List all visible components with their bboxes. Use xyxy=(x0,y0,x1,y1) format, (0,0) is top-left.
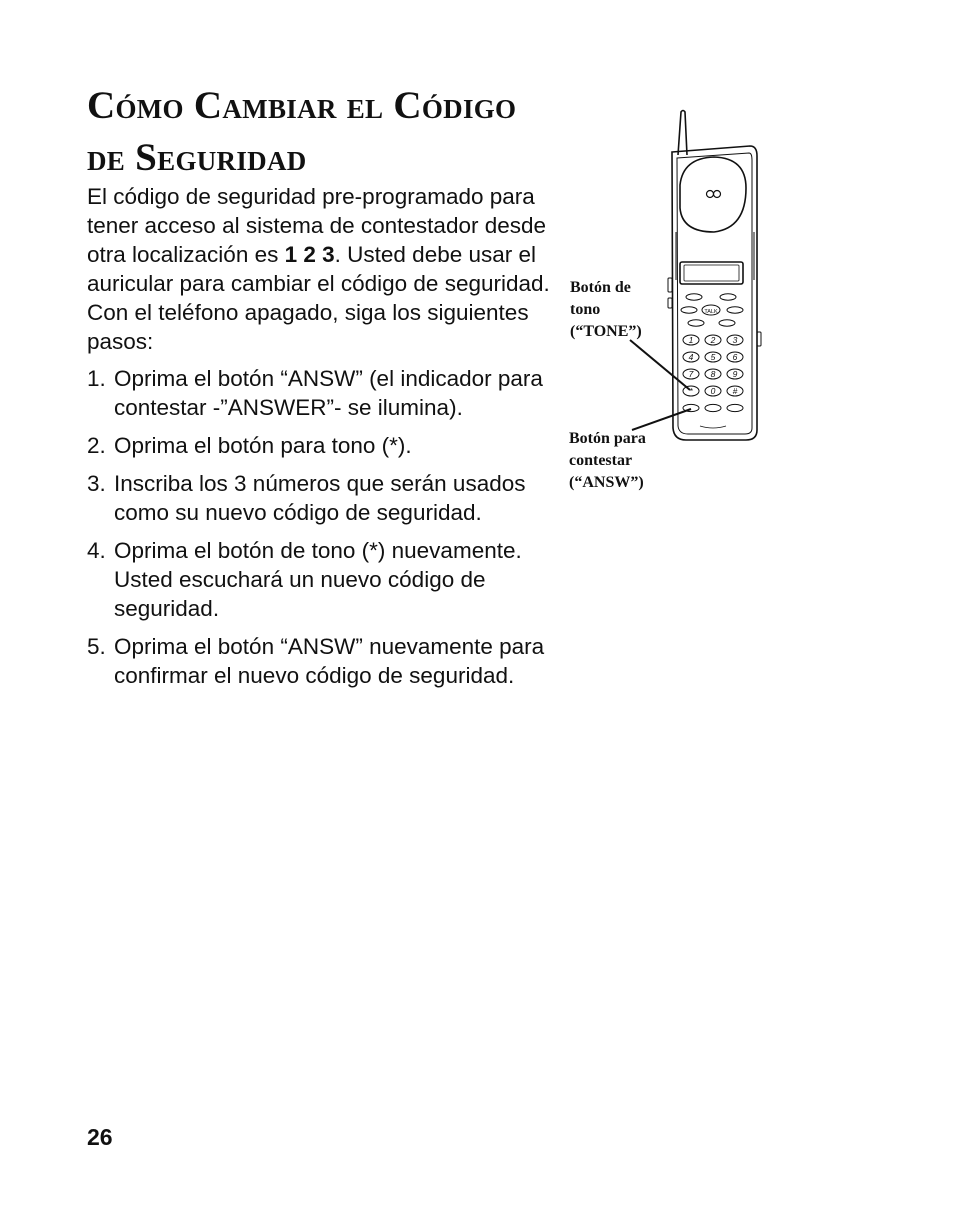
callout-tone-button: Botón de tono (“TONE”) xyxy=(570,279,642,340)
soft-key xyxy=(727,404,743,411)
key-5-label: 5 xyxy=(710,352,716,362)
key-6-label: 6 xyxy=(732,352,738,362)
key-3-label: 3 xyxy=(732,335,738,345)
step-text: Oprima el botón de tono (*) nuevamente. Usted escuchará un nuevo código de seguridad. xyxy=(114,538,522,621)
step-5 xyxy=(87,632,557,690)
step-1 xyxy=(87,364,557,422)
intro-text-after: . Usted debe usar el auricular para cambiar el código de seguridad. Con el teléfono apagado, siga los siguientes pasos: xyxy=(87,242,550,354)
talk-key-label: TALK xyxy=(704,309,718,315)
key-hash-label: # xyxy=(732,386,738,396)
key-1-label: 1 xyxy=(688,335,694,345)
soft-key xyxy=(727,307,743,313)
step-number: 2. xyxy=(87,433,106,458)
step-4 xyxy=(87,536,557,623)
callout-answer-button: Botón para contestar (“ANSW”) xyxy=(569,430,646,491)
answ-callout-line xyxy=(632,409,691,430)
soft-key xyxy=(681,307,697,313)
step-text: Oprima el botón para tono (*). xyxy=(114,433,412,458)
step-number: 1. xyxy=(87,366,106,391)
page-title: Cómo Cambiar el Código de Seguridad xyxy=(87,84,517,179)
soft-key xyxy=(719,320,735,326)
tone-callout-line xyxy=(630,340,690,390)
step-text: Oprima el botón “ANSW” nuevamente para confirmar el nuevo código de seguridad. xyxy=(114,634,545,688)
page-number: 26 xyxy=(87,1124,113,1150)
soft-key xyxy=(720,294,736,300)
key-8-label: 8 xyxy=(710,369,716,379)
soft-key xyxy=(688,320,704,326)
key-4-label: 4 xyxy=(688,352,694,362)
key-0-label: 0 xyxy=(710,386,716,396)
key-9-label: 9 xyxy=(732,369,738,379)
key-star-label: * xyxy=(689,386,693,396)
step-text: Inscriba los 3 números que serán usados como su nuevo código de seguridad. xyxy=(114,471,526,525)
intro-paragraph xyxy=(87,182,557,356)
default-security-code: 1 2 3 xyxy=(284,242,335,267)
key-7-label: 7 xyxy=(688,369,694,379)
key-2-label: 2 xyxy=(710,335,716,345)
intro-text-before: El código de seguridad pre-programado para tener acceso al sistema de contestador desde otra localización es xyxy=(87,184,547,267)
step-text: Oprima el botón “ANSW” (el indicador para contestar -”ANSWER”- se ilumina). xyxy=(114,366,543,420)
steps-list xyxy=(87,364,557,690)
antenna xyxy=(678,111,687,156)
step-number: 3. xyxy=(87,471,106,496)
step-2 xyxy=(87,431,557,460)
soft-key xyxy=(686,294,702,300)
instructions xyxy=(87,182,557,699)
step-3 xyxy=(87,469,557,527)
handset-figure xyxy=(560,100,800,510)
step-number: 4. xyxy=(87,538,106,563)
soft-key xyxy=(705,404,721,411)
step-number: 5. xyxy=(87,634,106,659)
